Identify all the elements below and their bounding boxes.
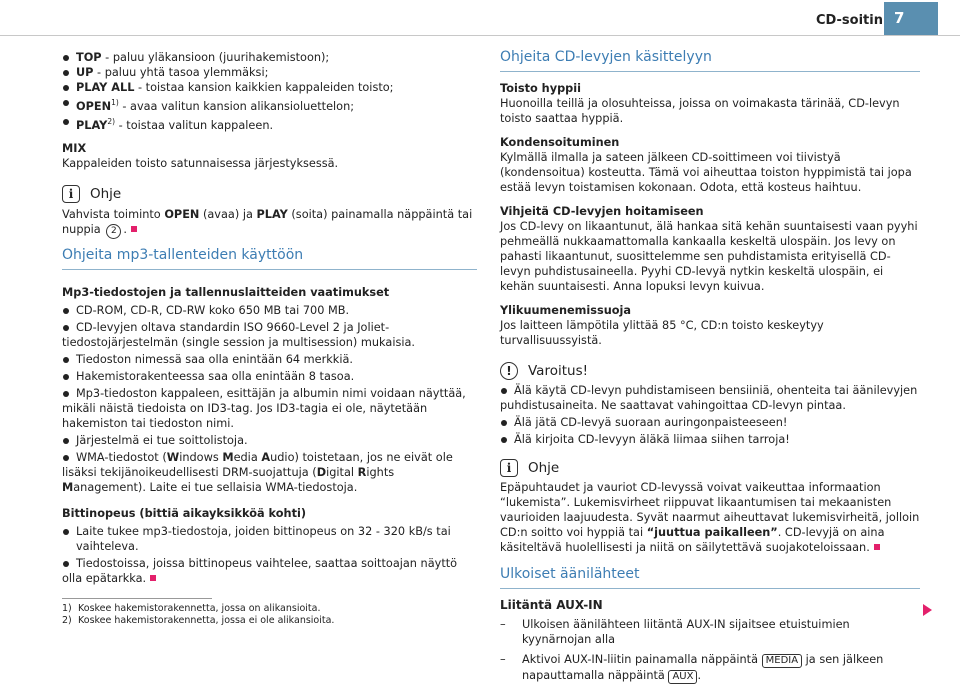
info-icon: i — [62, 185, 80, 203]
requirements-list — [62, 303, 477, 495]
end-marker — [874, 544, 880, 550]
info-block — [500, 81, 920, 126]
list-item: Mp3-tiedoston kappaleen, esittäjän ja albumin nimi voidaan näyttää, mikäli näistä tiedoista on ID3-tag. Jos ID3-tagia ei ole, näytetään hakemiston tai tiedoston nimi. — [62, 386, 477, 431]
block-text: Kylmällä ilmalla ja sateen jälkeen CD-soittimeen voi tiivistyä (kondensoitua) kosteutta. Tämä voi aiheuttaa toiston hyppimistä tai jopa estää levyn toistamisen kokonaan. Odota, että kosteus haihtuu. — [500, 151, 912, 194]
block-text: Jos CD-levy on likaantunut, älä hankaa sitä kehän suuntaisesti vaan pyyhi pehmeällä nukkaamattomalla kankaalla keskeltä ulospäin. Jos levy on pahasti likaantunut, suosittelemme sen puhdistamista erityisellä CD-levyn puhdistusaineella. Pyyhi CD-levyä nytkin keskeltä ulospäin, ei kehän suuntaisesti. Anna lopuksi levyn kuivua. — [500, 220, 918, 293]
list-item: Älä käytä CD-levyn puhdistamiseen bensiiniä, ohenteita tai äänilevyjen puhdistusaineita. Ne saattavat vahingoittaa CD-levyn pintaa. — [500, 383, 920, 413]
list-item: PLAY ALL - toistaa kansion kaikkien kappaleiden toisto; — [62, 80, 477, 95]
list-item: Järjestelmä ei tue soittolistoja. — [62, 433, 477, 448]
media-key: MEDIA — [762, 654, 802, 668]
block-title: Kondensoituminen — [500, 136, 620, 149]
list-item: Tiedoston nimessä saa olla enintään 64 merkkiä. — [62, 352, 477, 367]
aux-title: Liitäntä AUX-IN — [500, 598, 603, 612]
footnote: 2) Koskee hakemistorakennetta, jossa ei ole alikansioita. — [62, 615, 335, 626]
right-column — [500, 50, 920, 684]
info-block — [500, 204, 920, 294]
block-title: Toisto hyppii — [500, 82, 581, 95]
info-block — [500, 135, 920, 195]
block-title: Ylikuumenemissuoja — [500, 304, 632, 317]
aux-key: AUX — [668, 670, 697, 684]
header-title: CD-soitin — [815, 13, 883, 28]
end-marker — [150, 575, 156, 581]
page-number: 7 — [884, 2, 938, 35]
mix-text: Kappaleiden toisto satunnaisessa järjestyksessä. — [62, 157, 339, 170]
left-column — [62, 50, 477, 586]
warning-list — [500, 383, 920, 447]
list-item: OPEN$^{1)}$ - avaa valitun kansion alikansioluettelon; — [62, 95, 477, 114]
list-item: Älä kirjoita CD-levyyn äläkä liimaa siihen tarroja! — [500, 432, 920, 447]
footnote-rule — [62, 598, 212, 599]
list-item: – Ulkoisen äänilähteen liitäntä AUX-IN sijaitsee etuistuimien kyynärnojan alla — [500, 617, 920, 647]
section-title-external-audio: Ulkoiset äänilähteet — [500, 566, 640, 582]
list-item: Tiedostoissa, joissa bittinopeus vaihtelee, saattaa soittoajan näyttö olla epätarkka. — [62, 556, 477, 586]
note-title: Ohje — [90, 185, 122, 202]
warning-title: Varoitus! — [528, 362, 589, 379]
footnote: 1) Koskee hakemistorakennetta, jossa on alikansioita. — [62, 603, 321, 614]
list-item: PLAY$^{2)}$ - toistaa valitun kappaleen. — [62, 114, 477, 133]
note-heading — [500, 459, 920, 477]
block-text: Huonoilla teillä ja olosuhteissa, joissa on voimakasta tärinää, CD-levyn toisto saattaa hyppiä. — [500, 97, 900, 125]
header-rule — [0, 35, 960, 36]
aux-list — [500, 617, 920, 684]
requirements-title: Mp3-tiedostojen ja tallennuslaitteiden vaatimukset — [62, 286, 390, 299]
list-item: TOP - paluu yläkansioon (juurihakemistoon); — [62, 50, 477, 65]
note-text: Vahvista toiminto OPEN (avaa) ja PLAY (soita) painamalla näppäintä tai nuppia 2 . — [62, 207, 477, 239]
warning-heading — [500, 362, 920, 380]
footnotes — [62, 603, 362, 627]
end-marker — [131, 226, 137, 232]
continue-arrow-icon — [923, 604, 932, 616]
section-title-cd-care: Ohjeita CD-levyjen käsittelyyn — [500, 49, 712, 65]
mix-label: MIX — [62, 142, 87, 155]
list-item: UP - paluu yhtä tasoa ylemmäksi; — [62, 65, 477, 80]
info-block — [500, 303, 920, 348]
list-item: Laite tukee mp3-tiedostoja, joiden bittinopeus on 32 - 320 kB/s tai vaihteleva. — [62, 524, 477, 554]
note-title: Ohje — [528, 459, 560, 476]
block-title: Vihjeitä CD-levyjen hoitamiseen — [500, 205, 704, 218]
warning-icon: ! — [500, 362, 518, 380]
list-item: WMA-tiedostot (Windows Media Audio) toistetaan, jos ne eivät ole lisäksi tekijänoikeudellisesti DRM-suojattuja (Digital Rights Management). Laite ei tue sellaisia WMA-tiedostoja. — [62, 450, 477, 495]
nav-list — [62, 50, 477, 133]
list-item: CD-levyjen oltava standardin ISO 9660-Level 2 ja Joliet-tiedostojärjestelmän (single session ja multisession) mukaisia. — [62, 320, 477, 350]
list-item: Älä jätä CD-levyä suoraan auringonpaisteeseen! — [500, 415, 920, 430]
list-item: Hakemistorakenteessa saa olla enintään 8 tasoa. — [62, 369, 477, 384]
note-heading — [62, 185, 477, 203]
block-text: Jos laitteen lämpötila ylittää 85 °C, CD:n toisto keskeytyy turvallisuussyistä. — [500, 319, 824, 347]
section-title-mp3: Ohjeita mp3-tallenteiden käyttöön — [62, 247, 304, 263]
bitrate-list — [62, 524, 477, 586]
knob-marker: 2 — [106, 224, 121, 239]
bitrate-title: Bittinopeus (bittiä aikayksikköä kohti) — [62, 507, 307, 520]
note-text: Epäpuhtaudet ja vauriot CD-levyssä voivat vaikeuttaa informaation “lukemista”. Lukemisvirheet riippuvat likaantumisen tai mekaanisten vaurioiden laajuudesta. Syvät naarmut aiheuttavat lukemisvirheitä, jolloin CD:n soitto voi hyppiä tai “juuttua paikalleen”. CD-levyjä on aina käsiteltävä huolellisesti ja niitä on säilytettävä suojakoteloissaan. — [500, 481, 920, 554]
info-icon: i — [500, 459, 518, 477]
list-item: CD-ROM, CD-R, CD-RW koko 650 MB tai 700 MB. — [62, 303, 477, 318]
list-item: – Aktivoi AUX-IN-liitin painamalla näppäintä MEDIA ja sen jälkeen napauttamalla näppäintä AUX . — [500, 652, 920, 684]
